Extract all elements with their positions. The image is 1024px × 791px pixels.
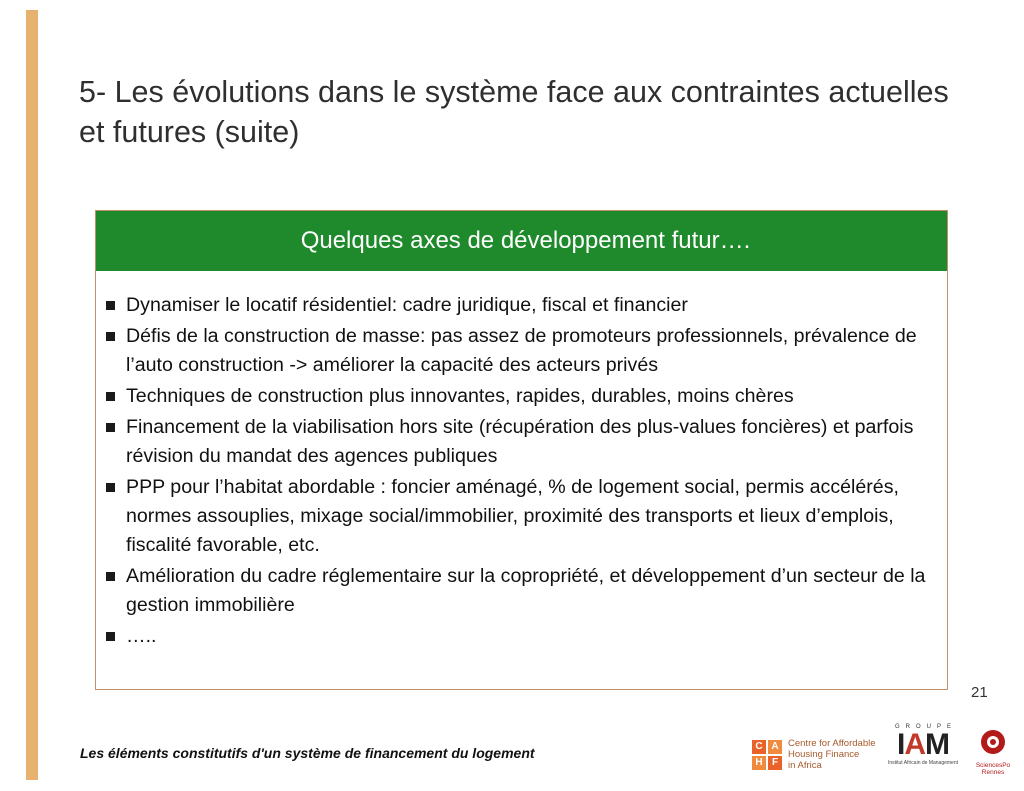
content-box: [95, 210, 948, 690]
cahf-logo-mark: [752, 740, 782, 770]
cahf-logo: [752, 738, 876, 771]
slide-title: 5- Les évolutions dans le système face aux contraintes actuelles et futures (suite): [79, 75, 949, 149]
list-item: [104, 291, 947, 320]
list-item: [104, 413, 947, 471]
sciencespo-line: SciencesPo: [975, 762, 1011, 769]
square-bullet-icon: [106, 632, 115, 641]
bullet-list: [96, 271, 947, 651]
footer-text: Les éléments constitutifs d'un système de financement du logement: [80, 745, 535, 761]
iam-logo: [880, 724, 966, 780]
iam-logo-mark: [880, 730, 966, 760]
square-bullet-icon: [106, 572, 115, 581]
box-header: Quelques axes de développement futur….: [96, 211, 947, 271]
cahf-logo-text: [788, 738, 876, 771]
list-item-text: …..: [126, 625, 157, 647]
sciencespo-text: [968, 762, 1018, 776]
cahf-letter: C: [752, 740, 766, 754]
list-item-text: Amélioration du cadre réglementaire sur la copropriété, et développement d’un secteur de la gestion immobilière: [126, 565, 926, 616]
list-item-text: Financement de la viabilisation hors site (récupération des plus-values foncières) et parfois révision du mandat des agences publiques: [126, 416, 914, 467]
cahf-letter: H: [752, 756, 766, 770]
square-bullet-icon: [106, 423, 115, 432]
cahf-letter: F: [768, 756, 782, 770]
sciencespo-logo: [968, 727, 1018, 779]
iam-subtitle: Institut Africain de Management: [887, 760, 959, 766]
list-item-text: Défis de la construction de masse: pas assez de promoteurs professionnels, prévalence de l’auto construction -> améliorer la capacité des acteurs privés: [126, 325, 917, 376]
list-item: [104, 473, 947, 560]
page-number: 21: [971, 684, 988, 701]
list-item-text: Dynamiser le locatif résidentiel: cadre juridique, fiscal et financier: [126, 294, 688, 316]
square-bullet-icon: [106, 332, 115, 341]
cahf-text-line: Centre for Affordable: [788, 738, 876, 749]
iam-mark-i: I: [896, 728, 905, 761]
left-accent-bar: [26, 10, 38, 780]
list-item: [104, 562, 947, 620]
square-bullet-icon: [106, 483, 115, 492]
list-item-text: Techniques de construction plus innovantes, rapides, durables, moins chères: [126, 385, 794, 407]
iam-mark-m: M: [925, 728, 949, 761]
sciencespo-line: Rennes: [981, 769, 1005, 776]
sciencespo-emblem-icon: [968, 727, 1018, 757]
iam-mark-a: A: [904, 728, 925, 761]
square-bullet-icon: [106, 301, 115, 310]
cahf-letter: A: [768, 740, 782, 754]
cahf-text-line: Housing Finance: [788, 749, 860, 760]
list-item: [104, 322, 947, 380]
square-bullet-icon: [106, 392, 115, 401]
iam-groupe-text: GROUPE: [894, 724, 957, 730]
list-item: [104, 382, 947, 411]
list-item: [104, 622, 947, 651]
cahf-text-line: in Africa: [788, 760, 822, 771]
list-item-text: PPP pour l’habitat abordable : foncier aménagé, % de logement social, permis accélérés, normes assouplies, mixage social/immobilier, proximité des transports et lieux d’emplois, fiscalité favorable, etc.: [126, 476, 899, 556]
